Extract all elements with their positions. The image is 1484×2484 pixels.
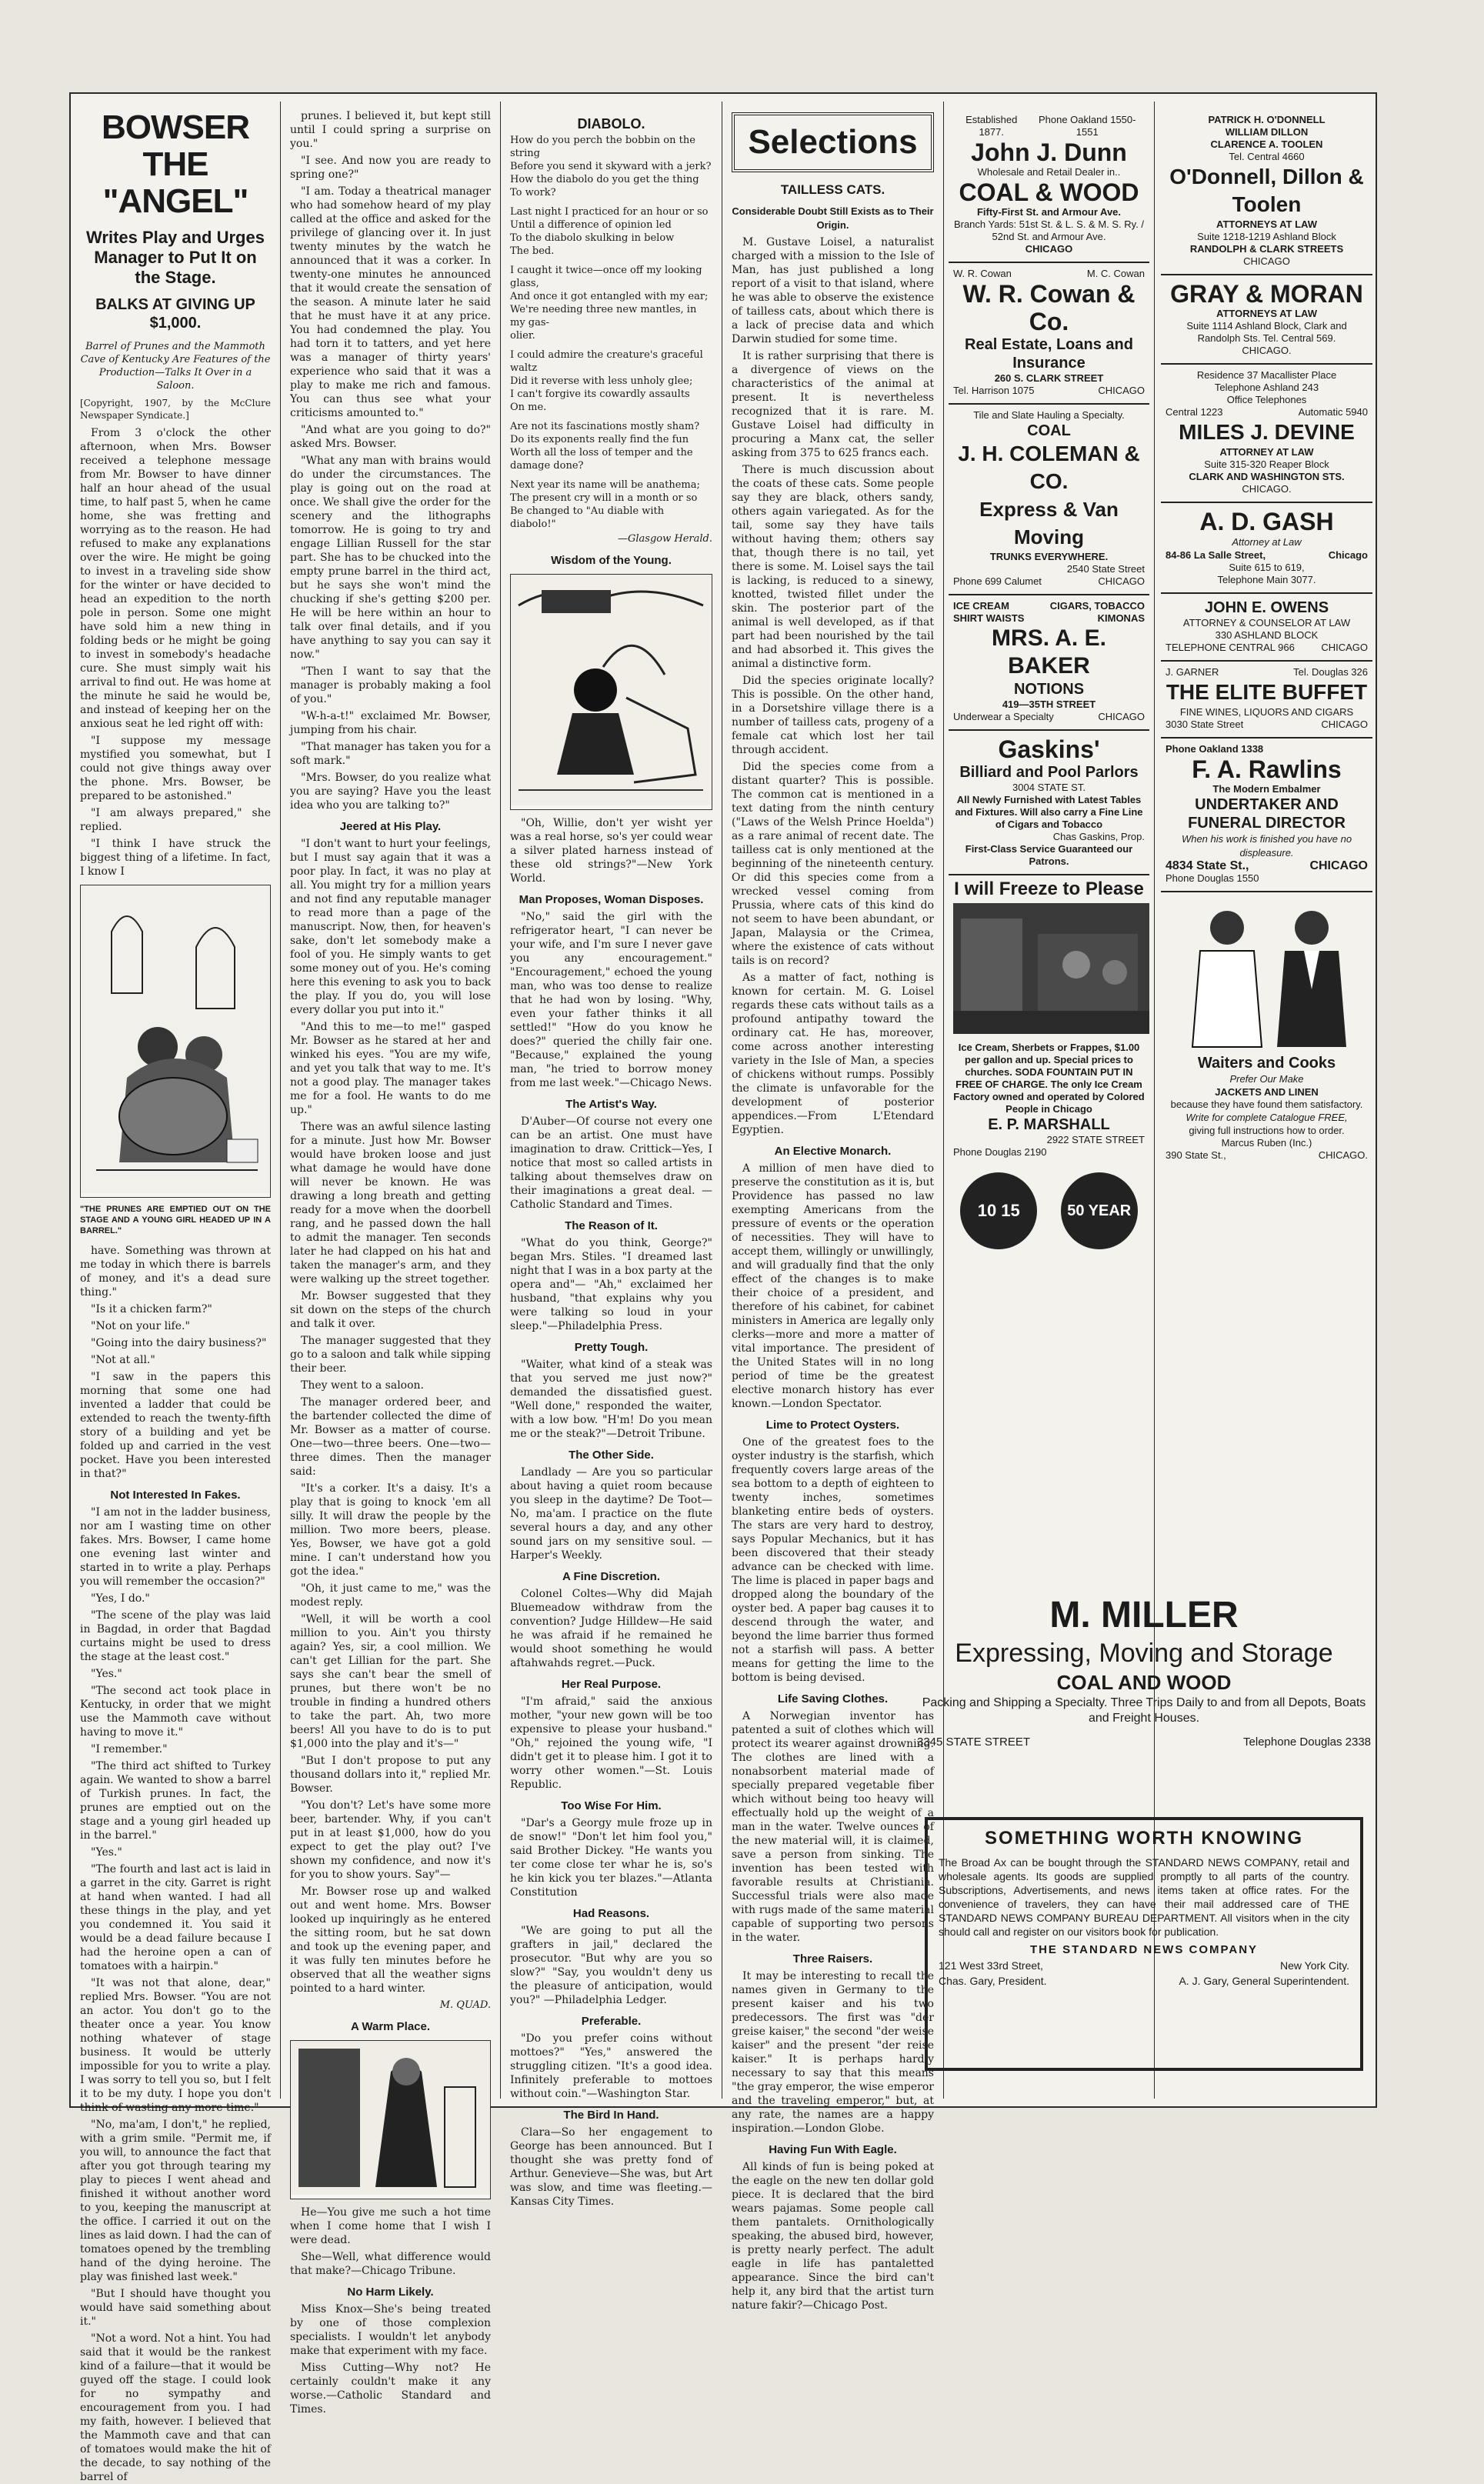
ad-name: WILLIAM DILLON: [1225, 126, 1309, 138]
paragraph: "It's a corker. It's a daisy. It's a play that is going to knock 'em all silly. It will draw the people by the million. Two more beers, please. Yes, Bowser, we have got a gold mine. I can't understand how you got the idea.": [290, 1482, 491, 1578]
ad-address: 84-86 La Salle Street,: [1166, 549, 1266, 561]
paragraph: "That manager has taken you for a soft mark.": [290, 741, 491, 767]
column-6: [1155, 109, 1379, 1568]
cartoon-title: A Warm Place.: [350, 2020, 431, 2033]
ad-text: Telephone Main 3077.: [1217, 574, 1316, 585]
paragraph: "I am. Today a theatrical manager who had somehow heard of my play called at the office and asked for the privilege of glancing over it. In just twenty minutes by the watch he announced that it was a corker. In twenty-one minutes he announced that it would create the sensation of the season. A minute later he said that he must have it at any price. You had condemned the play. You had torn it to tatters, and yet here was a manager of thirty years' experience who said that it was a play to make me rich and famous. You can thus see what your criticisms amounted to.": [290, 185, 491, 419]
paragraph: "No, ma'am, I don't," he replied, with a grim smile. "Permit me, if you will, to announce the fact that after you got through tearing my play to pieces I went ahead and finished it without another word to you, keeping the manuscript at the office. I carried it out on the lines as laid down. I had the can of tomatoes opened by the trembling hand of the dying heroine. The play was finished last week.": [80, 2119, 271, 2283]
paragraph: "What do you think, George?" began Mrs. Stiles. "I dreamed last night that I was in a box party at the opera and"— "Ah," exclaimed her husband, "that explains why you were talking so loud in your sleep."—Philadelphia Press.: [510, 1237, 712, 1332]
poem-line: I can't forgive its cowardly assaults: [510, 388, 690, 400]
column-5: [944, 109, 1154, 1568]
paragraph: D'Auber—Of course not every one can be an artist. One must have imagination to draw. Crittick—Yes, I notice that most so called artists in talking about themselves draw on their imaginations a great deal. — Catholic Standard and Times.: [510, 1115, 712, 1211]
ad-city: CHICAGO: [1321, 642, 1368, 653]
ad-john-j-dunn: [949, 109, 1149, 263]
ad-text: Branch Yards: 51st St. & L. S. & M. S. Ry. / 52nd St. and Armour Ave.: [953, 218, 1145, 242]
column-3: [501, 109, 722, 2208]
ad-devine: [1161, 365, 1372, 503]
poem-line: We're needing three new mantles, in my gas-: [510, 304, 697, 328]
ad-firm: O'Donnell, Dillon & Toolen: [1169, 165, 1364, 216]
wisdom-of-young-illustration-icon: [511, 575, 712, 805]
ad-odonnell: [1161, 109, 1372, 275]
paragraph: have. Something was thrown at me today in which there is barrels of money, and it's a dead sure thing.": [80, 1245, 271, 1299]
ad-address: 2540 State Street: [1066, 563, 1145, 575]
paragraph: "It was not that alone, dear," replied Mrs. Bowser. "You are not an actor. You don't go to the theater once a year. You know nothing whatever of stage business. It would be utterly impossible for you to write a play. I was sorry to tell you so, but I felt it to be my duty. I hope you don't think of wasting any more time.": [80, 1977, 271, 2114]
section-title: Jeered at His Play.: [339, 820, 442, 833]
ad-text: SHIRT WAISTS: [953, 612, 1025, 624]
ad-text: ATTORNEYS AT LAW: [1216, 308, 1317, 319]
paragraph: "Not at all.": [91, 1354, 155, 1366]
poem-title: DIABOLO.: [577, 116, 645, 132]
ad-text: Wholesale and Retail Dealer in..: [977, 166, 1121, 178]
paragraph: "Then I want to say that the manager is probably making a fool of you.": [290, 665, 491, 705]
paragraph: "I saw in the papers this morning that some one had invented a ladder that could be extended to reach the twenty-fifth story of a building and yet be folded up and carried in the vest pocket. Have you been interested in that?": [80, 1371, 271, 1480]
ad-text: Office Telephones: [1226, 394, 1307, 405]
paragraph: Miss Cutting—Why not? He certainly couldn't make it any worse.—Catholic Standard and Times.: [290, 2362, 491, 2416]
paragraph: "No," said the girl with the refrigerator heart, "I can never be your wife, and I'm sure I never gave you any encouragement." "Encouragement," echoed the young man, who was too dense to realize that he had won by losing. "Why, even your father thinks it all settled!" "How do you know he does?" queried the chilly fair one. "Because," explained the young man, "he tried to borrow money from me last week."—Chicago News.: [510, 911, 712, 1089]
lead-deck: Considerable Doubt Still Exists as to Their Origin.: [732, 205, 934, 231]
ad-text: UNDERTAKER AND: [1195, 796, 1339, 813]
ad-text: Express & Van Moving: [979, 498, 1119, 548]
ad-text: Phone Oakland 1338: [1166, 743, 1264, 755]
ad-text: W. R. Cowan: [953, 268, 1012, 279]
paragraph: It may be interesting to recall the names given in Germany to the present kaiser and his two predecessors. The first was "der greise kaiser," the second "der weise kaiser" and the present "der reise kaiser." It is perhaps hardly necessary to say that this means "the gray emperor, the wise emperor and the traveling emperor," but, at any rate, the names are a happy inspiration.—London Globe.: [732, 1970, 934, 2135]
paragraph: "But I should have thought you would have said something about it.": [80, 2288, 271, 2328]
ad-text: Prefer Our Make: [1229, 1073, 1304, 1085]
ad-text: ICE CREAM: [953, 600, 1009, 612]
ad-text: giving full instructions how to order.: [1189, 1125, 1345, 1136]
poem-line: The present cry will in a month or so: [510, 492, 698, 504]
poem-line: Before you send it skyward with a jerk?: [510, 161, 712, 172]
item-title: The Bird In Hand.: [563, 2109, 659, 2122]
notice-title: SOMETHING WORTH KNOWING: [985, 1828, 1303, 1849]
notice-body: The Broad Ax can be bought through the STANDARD NEWS COMPANY, retail and wholesale agents. Its goods are supplied promptly to all parts of the country. Subscriptions, Advertisements, and news items taken at office rates. For the convenience of travelers, they can have their mail addressed care of THE STANDARD NEWS COMPANY BUREAU DEPARTMENT. All visitors when in the city should call and register on our visitors book for publication.: [939, 1856, 1349, 1938]
copyright-line: [Copyright, 1907, by the McClure Newspaper Syndicate.]: [80, 398, 271, 421]
ad-text: FUNERAL DIRECTOR: [1188, 815, 1346, 832]
ad-text: Telephone Ashland 243: [1214, 382, 1319, 393]
item-title: Her Real Purpose.: [561, 1678, 662, 1691]
paragraph: Colonel Coltes—Why did Majah Bluemeadow withdraw from the convention? Judge Hilldew—He said he was afraid if he remained he would shoot something he would aftahwahds regret.—Puck.: [510, 1588, 712, 1669]
paragraph: "I don't want to hurt your feelings, but I must say again that it was a poor play. In fact, it was no play at all. You might try for a million years and not find any reputable manager to read more than a page of the manuscript. Now, then, for heaven's sake, don't let somebody make a fool of you. He simply wants to get some money out of you. He's coming here this evening to ask you to back the play. If you do, you will lose every dollar you put into it.": [290, 838, 491, 1016]
paragraph: "The second act took place in Kentucky, in order that we might use the Mammoth cave without having to move it.": [80, 1685, 271, 1739]
medal-right-icon: [1061, 1172, 1138, 1249]
poem-line: [510, 258, 712, 264]
poem-line: Be changed to "Au diable with diabolo!": [510, 505, 665, 530]
item-title: Three Raisers.: [792, 1952, 873, 1966]
ad-name: THE ELITE BUFFET: [1166, 680, 1368, 704]
ad-name: CLARENCE A. TOOLEN: [1210, 138, 1323, 150]
paragraph: Mr. Bowser rose up and walked out and went home. Mrs. Bowser looked up inquiringly as he entered the sitting room, but he sat down and took up the evening paper, and it was fully ten minutes before he observed that all the weather signs pointed to a hard winter.: [290, 1886, 491, 1995]
poem-line: [510, 342, 712, 348]
poem-source: —Glasgow Herald.: [618, 533, 712, 545]
ad-coleman: [949, 405, 1149, 595]
byline: M. QUAD.: [439, 1999, 491, 2011]
ad-text: Write for complete Catalogue FREE,: [1186, 1112, 1348, 1123]
ad-text: NOTIONS: [1013, 681, 1085, 698]
paragraph: Miss Knox—She's being treated by one of those complexion specialists. I wouldn't let anybody make that experiment with my face.: [290, 2303, 491, 2357]
ad-text: Suite 1114 Ashland Block, Clark and Randolph Sts. Tel. Central 569.: [1186, 320, 1347, 344]
notice-superintendent: A. J. Gary, General Superintendent.: [1179, 1975, 1349, 1987]
ad-text: Chas Gaskins, Prop.: [1052, 831, 1145, 842]
paragraph: "Oh, Willie, don't yer wisht yer was a real horse, so's yer could wear a silver plated harness instead of these old strings?"—New York World.: [510, 817, 712, 885]
paragraph: One of the greatest foes to the oyster industry is the starfish, which frequently covers large areas of the sea bottom to a depth of eighteen to twenty inches, sometimes blanketing entire beds of oysters. The stars are very hard to destroy, says Popular Mechanics, but it has been discovered that their steady advance can be checked with lime. The lime is placed in paper bags and dropped along the boundary of the oyster bed. A paper bag causes it to descend through the water, and beyond the lime barrier thus formed not a starfish will pass. A better means for getting the lime to the bottom is being devised.: [732, 1436, 934, 1684]
ad-city: CHICAGO.: [1242, 483, 1292, 495]
ad-city: CHICAGO: [1025, 243, 1073, 255]
lead-title: TAILLESS CATS.: [780, 182, 885, 197]
ad-address: 2922 STATE STREET: [1046, 1134, 1145, 1145]
ad-firm: GRAY & MORAN: [1170, 280, 1363, 308]
ad-text: Attorney at Law: [1232, 536, 1302, 548]
ad-city: CHICAGO.: [1242, 345, 1292, 356]
ad-city: CHICAGO: [1098, 575, 1145, 587]
poem: [510, 134, 712, 531]
poem-line: [510, 472, 712, 478]
ad-name: W. R. Cowan & Co.: [962, 280, 1136, 335]
ad-text: Suite 315-320 Reaper Block: [1204, 458, 1329, 470]
ad-baker: [949, 595, 1149, 731]
paragraph: "Waiter, what kind of a steak was that you served me just now?" demanded the dissatisfied guest. "Well done," responded the waiter, with a low bow. "H'm! Do you mean me or the steak?"—Detroit Tribune.: [510, 1359, 712, 1440]
item-title: Lime to Protect Oysters.: [765, 1419, 900, 1432]
paragraph: "And this to me—to me!" gasped Mr. Bowser as he stared at her and winked his eyes. "You are my wife, and yet you talk that way to me. It's not a good play. The manager takes me for a fool. He wants to do me up.": [290, 1021, 491, 1116]
ad-text: JACKETS AND LINEN: [1215, 1086, 1319, 1098]
paragraph: "Going into the dairy business?": [91, 1337, 267, 1349]
medal-left-icon: [960, 1172, 1037, 1249]
item-title: Having Fun With Eagle.: [769, 2143, 897, 2156]
ad-text: RANDOLPH & CLARK STREETS: [1189, 243, 1344, 255]
ad-address: 260 S. CLARK STREET: [994, 372, 1104, 384]
paragraph: "I think I have struck the biggest thing of a lifetime. In fact, I know I: [80, 838, 271, 878]
ad-city: CHICAGO: [1098, 711, 1145, 722]
poem-line: Until a difference of opinion led: [510, 219, 672, 231]
ad-text: The Modern Embalmer: [1212, 783, 1321, 795]
cartoon-title: Wisdom of the Young.: [551, 554, 672, 567]
medal-text: 50 YEAR: [1067, 1202, 1132, 1219]
paragraph: Clara—So her engagement to George has been announced. But I thought she was pretty fond of Arthur. Genevieve—She was, but Art was slow, and time was fleeting.—Kansas City Times.: [510, 2126, 712, 2208]
item-title: Man Proposes, Woman Disposes.: [519, 893, 704, 906]
paragraph: "Yes.": [91, 1668, 122, 1680]
ad-text: Underwear a Specialty: [953, 711, 1054, 722]
ad-text: Phone 699 Calumet: [953, 575, 1042, 587]
paragraph: "Yes.": [91, 1846, 122, 1859]
item-title: Life Saving Clothes.: [777, 1692, 889, 1705]
paragraph: "W-h-a-t!" exclaimed Mr. Bowser, jumping from his chair.: [290, 710, 491, 736]
poem-line: [510, 199, 712, 205]
ad-text: Tel. Central 4660: [1229, 151, 1305, 162]
item-title: Had Reasons.: [572, 1907, 650, 1920]
ad-name: Gaskins': [998, 735, 1100, 763]
paragraph: prunes. I believed it, but kept still until I could spring a surprise on you.": [290, 110, 491, 150]
ad-miller: [917, 1594, 1371, 1802]
poem-line: Do its exponents really find the fun: [510, 434, 689, 445]
ad-name: MRS. A. E. BAKER: [992, 625, 1106, 679]
ad-text: CIGARS, TOBACCO: [1049, 600, 1145, 612]
paragraph: Did the species come from a distant quarter? This is possible. The common cat is mentioned in a text dating from the ninth century ("Laws of the Welsh Prince Hoelda") as a rare animal of recent date. The tailless cat is only mentioned at the beginning of the nineteenth century. Or did this species come from a wrecked vessel coming from Prussia, where cats of this kind do not seem to have been abundant, or Japan, Malaysia or the Crimea, where the existence of cats without tails is on record?: [732, 761, 934, 967]
ad-text: ATTORNEY & COUNSELOR AT LAW: [1182, 617, 1351, 629]
ad-name: E. P. MARSHALL: [988, 1116, 1110, 1133]
paragraph: "Well, it will be worth a cool million to you. Ain't you thirsty again? Yes, sir, a cool million. We can't get Lillian for the part. She says she can't bear the smell of prunes, but there won't be no trouble in finding a hundred others to take the part. Ah, two more beers! All you have to do is to put $1,000 into the play and it's—": [290, 1613, 491, 1750]
paragraph: "The fourth and last act is laid in a garret in the city. Garret is right at hand when wanted. I had all these things in the play, and yet you condemned it. You said it would be a dead failure because I had the heroine open a can of tomatoes with a hairpin.": [80, 1863, 271, 1972]
ad-text: COAL AND WOOD: [1056, 1671, 1232, 1694]
paragraph: "The third act shifted to Turkey again. We wanted to show a barrel of Turkish prunes. In fact, the prunes are emptied out on the stage and a young girl headed up in the barrel.": [80, 1760, 271, 1842]
ad-owens: [1161, 594, 1372, 662]
poem-line: I could admire the creature's graceful waltz: [510, 349, 703, 374]
poem-line: Next year its name will be anathema;: [510, 479, 700, 491]
column-2: [281, 109, 500, 2416]
deck: BALKS AT GIVING UP $1,000.: [95, 296, 255, 332]
ad-name: Marcus Ruben (Inc.): [1221, 1137, 1312, 1149]
paragraph: "Yes, I do.": [91, 1592, 150, 1605]
paragraph: "I remember.": [91, 1743, 168, 1755]
poem-line: [510, 414, 712, 420]
medal-text: 10 15: [977, 1201, 1020, 1220]
summary: Barrel of Prunes and the Mammoth Cave of Kentucky Are Features of the Production—Talks It Over in a Saloon.: [80, 341, 271, 392]
ad-address: 4834 State St.,: [1166, 859, 1249, 872]
cartoon-warm-place: [290, 2040, 491, 2199]
paragraph: "I am always prepared," she replied.: [80, 807, 271, 833]
ad-city: CHICAGO.: [1318, 1149, 1368, 1161]
ad-name: J. H. COLEMAN & CO.: [958, 442, 1140, 493]
paragraph: "You don't? Let's have some more beer, bartender. Why, if you can't put in at least $1,000, how do you expect to get the play out? I've shown my confidence, and now it's for you to show yours. Say"—: [290, 1799, 491, 1881]
ad-text: TELEPHONE CENTRAL 966: [1166, 642, 1295, 653]
item-title: The Other Side.: [569, 1449, 654, 1462]
paragraph: "I'm afraid," said the anxious mother, "your new gown will be too expensive to please your husband." "Oh," rejoined the young wife, "I didn't get it to please him. I got it to worry other women."—St. Louis Republic.: [510, 1695, 712, 1791]
ad-city: CHICAGO: [1321, 719, 1368, 730]
poem-line: On me.: [510, 402, 547, 413]
ad-text: Phone Oakland 1550-1551: [1038, 114, 1136, 138]
ad-ruben: [1161, 892, 1372, 1168]
ad-text: FINE WINES, LIQUORS AND CIGARS: [1179, 706, 1354, 718]
paragraph: "Oh, it just came to me," was the modest reply.: [290, 1582, 491, 1609]
paragraph: The manager suggested that they go to a saloon and talk while sipping their beer.: [290, 1335, 491, 1375]
ad-text: Tel. Harrison 1075: [953, 385, 1035, 396]
item-title: Pretty Tough.: [574, 1341, 649, 1354]
illustration-caption: "THE PRUNES ARE EMPTIED OUT ON THE STAGE AND A YOUNG GIRL HEADED UP IN A BARREL.": [80, 1205, 271, 1235]
ad-text: KIMONAS: [1097, 612, 1145, 624]
paragraph: "I see. And now you are ready to spring one?": [290, 155, 491, 181]
ad-text: Suite 1218-1219 Ashland Block: [1197, 231, 1336, 242]
ad-address: 3345 STATE STREET: [917, 1735, 1030, 1749]
paragraph: "What any man with brains would do under the circumstances. The play is going out on the road at once. We shall give the order for the scenery and the lithographs tomorrow. He is going to try and engage Lillian Russell for the star part. She has to be chucked into the empty prune barrel in the third act, but he says she won't mind the chucking if she's getting $200 per. He will be here within an hour to talk over final details, and if you have anything to say you can say it now.": [290, 455, 491, 661]
poem-line: Worth all the loss of temper and the damage done?: [510, 447, 693, 472]
item-title: A Fine Discretion.: [562, 1570, 660, 1583]
paragraph: "I suppose my message mystified you somewhat, but I could not give things away over the phone. Mrs. Bowser, be prepared to be astonished.": [80, 735, 271, 802]
ad-text: Expressing, Moving and Storage: [955, 1639, 1333, 1668]
ad-text: M. C. Cowan: [1086, 268, 1145, 279]
ad-name: John J. Dunn: [971, 138, 1127, 166]
ad-name: A. D. GASH: [1199, 508, 1334, 535]
paragraph: There was an awful silence lasting for a minute. Just how Mr. Bowser would have broken loose and just what damage he would have done will never be known. He was drawing a long breath and getting ready for a move when the doorbell rang, and he passed down the hall to admit the manager. Ten seconds later he had clapped on his hat and taken the manager's arm, and they were walking up the street together.: [290, 1121, 491, 1285]
ice-cream-parlor-photo-icon: [953, 903, 1149, 1034]
paragraph: She—Well, what difference would that make?—Chicago Tribune.: [290, 2251, 491, 2277]
ad-address: 330 ASHLAND BLOCK: [1215, 629, 1319, 641]
poem-line: The bed.: [510, 245, 555, 257]
ad-address: 419—35TH STREET: [1002, 699, 1096, 710]
paragraph: Landlady — Are you so particular about having a quiet room because you sleep in the daytime? De Toot—No, ma'am. I practice on the flute several hours a day, and any other sound jars on my sensitive soul. —Harper's Weekly.: [510, 1466, 712, 1562]
paragraph: "Mrs. Bowser, do you realize what you are saying? Have you the least idea who you are talking to?": [290, 772, 491, 812]
paragraph: "We are going to put all the grafters in jail," declared the prosecutor. "But why are you so slow?" "Say, you wouldn't deny us the pleasure of anticipation, would you?" —Philadelphia Ledger.: [510, 1925, 712, 2006]
medal-ad: [949, 1172, 1149, 1249]
ad-name: F. A. Rawlins: [1192, 755, 1342, 783]
ad-text: Ice Cream, Sherbets or Frappes, $1.00 per gallon and up. Special prices to churches. SODA FOUNTAIN PUT IN FREE OF CHARGE. The only Ice Cream Factory owned and operated by Colored People in Chicago: [953, 1042, 1145, 1115]
ad-city: Chicago: [1328, 549, 1368, 561]
ad-standard-news: [925, 1817, 1363, 2071]
ad-name: MILES J. DEVINE: [1179, 420, 1355, 444]
paragraph: They went to a saloon.: [301, 1379, 424, 1392]
subhead: Writes Play and Urges Manager to Put It on the Stage.: [86, 228, 265, 287]
item-title: The Reason of It.: [565, 1219, 658, 1232]
ad-elite-buffet: [1161, 662, 1372, 739]
paragraph: It is rather surprising that there is a divergence of views on the characteristics of the animal at present. It is nevertheless recognized that it is rare. M. Gustave Loisel had difficulty in procuring a Manx cat, the seller asking from 375 to 625 francs each.: [732, 350, 934, 459]
ad-product: COAL & WOOD: [959, 178, 1139, 206]
ad-text: First-Class Service Guaranteed our Patrons.: [965, 843, 1133, 867]
ad-city: CHICAGO: [1243, 255, 1290, 267]
ad-text: COAL: [1027, 422, 1071, 439]
section-title: Not Interested In Fakes.: [110, 1489, 241, 1502]
ad-gaskins: [949, 731, 1149, 875]
paragraph: The manager ordered beer, and the bartender collected the dime of Mr. Bowser as a matter of course. One—two—three beers. One—two—three dimes. Then the manager said:: [290, 1396, 491, 1478]
ad-text: TRUNKS EVERYWHERE.: [989, 551, 1109, 562]
ad-address: 3030 State Street: [1166, 719, 1244, 730]
ad-text: When his work is finished you have no displeasure.: [1181, 833, 1352, 859]
ad-text: Insurance: [1012, 355, 1085, 372]
ad-address: 390 State St.,: [1166, 1149, 1226, 1161]
ad-text: Real Estate, Loans and: [965, 336, 1133, 353]
poem-line: How do you perch the bobbin on the string: [510, 135, 695, 159]
ad-text: CLARK AND WASHINGTON STS.: [1189, 471, 1345, 482]
ad-gash: [1161, 503, 1372, 594]
notice-city: New York City.: [1280, 1959, 1349, 1972]
poem-line: Last night I practiced for an hour or so: [510, 206, 709, 218]
ad-headline: I will Freeze to Please: [954, 879, 1144, 899]
ad-city: CHICAGO: [1309, 859, 1368, 872]
paragraph: From 3 o'clock the other afternoon, when Mrs. Bowser received a telephone message from Mr. Bowser to have dinner half an hour ahead of the usual time, to half past 5, when he came home, she was fretting and worrying as to the reason. He had refused to make any explanations over the wire. He might be going to invest in a traveling side show for the winter or have decided to head an expedition to the north pole in person. Some one might have sold him a new thing in folding beds or he might be going to invest in somebody's headache cure. She must simply wait his arrival to find out. He was home at the minute he said he would be, and instead of keeping her on the anxious seat he led right off with:: [80, 427, 271, 730]
ad-cowan: [949, 263, 1149, 405]
ad-text: Residence 37 Macallister Place: [1196, 369, 1337, 381]
notice-address: 121 West 33rd Street,: [939, 1959, 1043, 1972]
ad-text: ATTORNEYS AT LAW: [1216, 218, 1317, 230]
ad-text: because they have found them satisfactory.: [1170, 1099, 1363, 1110]
column-4: [722, 109, 943, 2312]
paragraph: Mr. Bowser suggested that they sit down on the steps of the church and talk it over.: [290, 1290, 491, 1330]
poem-line: And once it got entangled with my ear;: [510, 291, 709, 302]
ad-text: ATTORNEY AT LAW: [1219, 446, 1314, 458]
paragraph: "I am not in the ladder business, nor am I wasting time on other fakes. Mrs. Bowser, I came home one evening last winter and started in to write a play. Perhaps you will remember the occasion?": [80, 1506, 271, 1588]
paragraph: He—You give me such a hot time when I come home that I wish I were dead.: [290, 2206, 491, 2246]
ad-text: J. GARNER: [1166, 666, 1219, 678]
ad-city: CHICAGO: [1098, 385, 1145, 396]
ad-text: Billiard and Pool Parlors: [959, 764, 1139, 781]
ad-name: PATRICK H. O'DONNELL: [1208, 114, 1326, 125]
poem-line: Are not its fascinations mostly sham?: [510, 421, 700, 432]
ad-text: Packing and Shipping a Specialty. Three Trips Daily to and from all Depots, Boats and Freight Houses.: [922, 1696, 1366, 1725]
ad-title: Waiters and Cooks: [1197, 1055, 1336, 1072]
paragraph: "And what are you going to do?" asked Mrs. Bowser.: [290, 424, 491, 450]
waiters-illustration-icon: [1166, 897, 1373, 1051]
paragraph: "Do you prefer coins without mottoes?" "Yes," answered the struggling citizen. "It's a good idea. Infinitely preferable to mottoes without coin."—Washington Star.: [510, 2032, 712, 2100]
ad-marshall: [949, 875, 1149, 1165]
illustration-prunes: [80, 885, 271, 1198]
poem-line: To work?: [510, 187, 556, 198]
ad-text: Suite 615 to 619,: [1229, 562, 1305, 573]
ad-text: All Newly Furnished with Latest Tables and Fixtures. Will also carry a Fine Line of Cigars and Tobacco: [955, 794, 1143, 830]
paragraph: A Norwegian inventor has patented a suit of clothes which will protect its wearer against drowning. The clothes are lined with a nonabsorbent material made of specially prepared vegetable fiber which without being too heavy will effectually hold up the weight of a man in the water. Twelve ounces of the new material will, it is claimed, save a person from sinking. The invention has been tested with favorable results at Christiania. Successful trials were also made with rugs made of the same material capable of supporting two persons in the water.: [732, 1710, 934, 1944]
joke-title: No Harm Likely.: [347, 2286, 434, 2299]
poem-line: olier.: [510, 330, 535, 342]
ad-address: Fifty-First St. and Armour Ave.: [976, 206, 1122, 218]
ad-text: Tile and Slate Hauling a Specialty.: [973, 409, 1125, 421]
ad-text: Phone Douglas 1550: [1166, 872, 1259, 884]
headline: BOWSER THE "ANGEL": [102, 108, 249, 220]
ad-gray-moran: [1161, 275, 1372, 365]
paragraph: "Not on your life.": [91, 1320, 190, 1332]
paragraph: All kinds of fun is being poked at the eagle on the new ten dollar gold piece. It is declared that the bird wears pajamas. Some people call them pantalets. Ornithologically speaking, the abused bird, however, is pretty nearly perfect. The adult eagle in life has pantaletted appearance. Since the bird can't help it, any bird that the artist turn nature fakir?—Chicago Post.: [732, 2161, 934, 2312]
paragraph: There is much discussion about the coats of these cats. Some people say they are black, others sandy, others again variegated. As for the tail, some say they have tails without having them; others say that, though there is no tail, yet there is some. M. Loisel says the tail is lacking, is reduced to a sinewy, knotted, twisted fillet under the skin. The posterior part of the animal is well developed, as if that part had been nourished by the tail and had absorbed it. This gives the animal a distinctive form.: [732, 464, 934, 670]
selections-banner: Selections: [732, 112, 934, 172]
item-title: Too Wise For Him.: [561, 1799, 662, 1812]
ad-address: 3004 STATE ST.: [1012, 782, 1085, 793]
warm-place-illustration-icon: [291, 2041, 490, 2195]
ad-name: M. MILLER: [1049, 1595, 1239, 1635]
notice-president: Chas. Gary, President.: [939, 1975, 1047, 1987]
item-title: The Artist's Way.: [565, 1098, 657, 1111]
ad-name: JOHN E. OWENS: [1204, 599, 1329, 616]
ad-text: Central 1223: [1166, 406, 1223, 418]
prunes-illustration-icon: [81, 885, 270, 1193]
paragraph: M. Gustave Loisel, a naturalist charged with a mission to the Isle of Man, has just published a long report of a visit to that island, where he was able to observe the existence of tailless cats, about which there is a lack of precise data and which Darwin studied for some time.: [732, 236, 934, 345]
paragraph: As a matter of fact, nothing is known for certain. M. G. Loisel regards these cats without tails as a profound antipathy toward the ordinary cat. He has, moreover, come across another interesting variety in the Isle of Man, a species of chickens without rumps. Possibly the climate is unfavorable for the development of posterior appendices.—From L'Etendard Egyptien.: [732, 972, 934, 1136]
ad-rawlins: [1161, 739, 1372, 892]
item-title: Preferable.: [581, 2015, 642, 2028]
paragraph: "Not a word. Not a hint. You had said that it would be the rankest kind of a failure—that it would be guyed off the stage. I could look for no sympathy and encouragement from you. I had my faith, however. I believed that the Mammoth cave and that can of tomatoes would make the hit of the decade, to say nothing of the barrel of: [80, 2332, 271, 2483]
poem-line: How the diabolo do you get the thing: [510, 174, 699, 185]
poem-line: Did it reverse with less unholy glee;: [510, 375, 693, 387]
ad-text: Phone Douglas 2190: [953, 1146, 1047, 1158]
ad-text: Telephone Douglas 2338: [1243, 1735, 1371, 1749]
paragraph: "The scene of the play was laid in Bagdad, in order that Bagdad curtains might be used to dress the stage at the least cost.": [80, 1609, 271, 1663]
poem-line: I caught it twice—once off my looking glass,: [510, 265, 702, 289]
notice-company: THE STANDARD NEWS COMPANY: [1029, 1943, 1259, 1956]
paragraph: "But I don't propose to put any thousand dollars into it," replied Mr. Bowser.: [290, 1755, 491, 1795]
ad-text: Tel. Douglas 326: [1293, 666, 1368, 678]
ad-text: Established 1877.: [965, 114, 1018, 138]
paragraph: "Is it a chicken farm?": [91, 1303, 212, 1315]
cartoon-wisdom: [510, 574, 712, 810]
paragraph: Did the species originate locally? This is possible. On the other hand, in a Dorsetshire village there is a number of tailless cats, progeny of a female cat which lost her tail through accident.: [732, 675, 934, 756]
paragraph: A million of men have died to preserve the constitution as it is, but Providence has passed no law exempting Americans from the pressure of events or the operation of necessities. They will have to accept them, willingly or unwillingly, and will gradually find that the only effect of the changes is to make their choice of a president, and therefore of his cabinet, for cabinet ministers in America are legally only clerks—more and more a matter of vital importance. The president of the United States will in no long period of time be the greatest elective monarch history has ever known.—London Spectator.: [732, 1162, 934, 1410]
ad-text: Automatic 5940: [1298, 406, 1368, 418]
newspaper-page: [69, 92, 1377, 2483]
item-title: An Elective Monarch.: [774, 1145, 892, 1158]
paragraph: "Dar's a Georgy mule froze up in de snow!" "Don't let him fool you," said Brother Dickey. "He wants you ter come close ter whar he is, so's he kin kick you ter blazes."—Atlanta Constitution: [510, 1817, 712, 1899]
poem-line: To the diabolo skulking in below: [510, 232, 675, 244]
column-1: [71, 108, 280, 2483]
